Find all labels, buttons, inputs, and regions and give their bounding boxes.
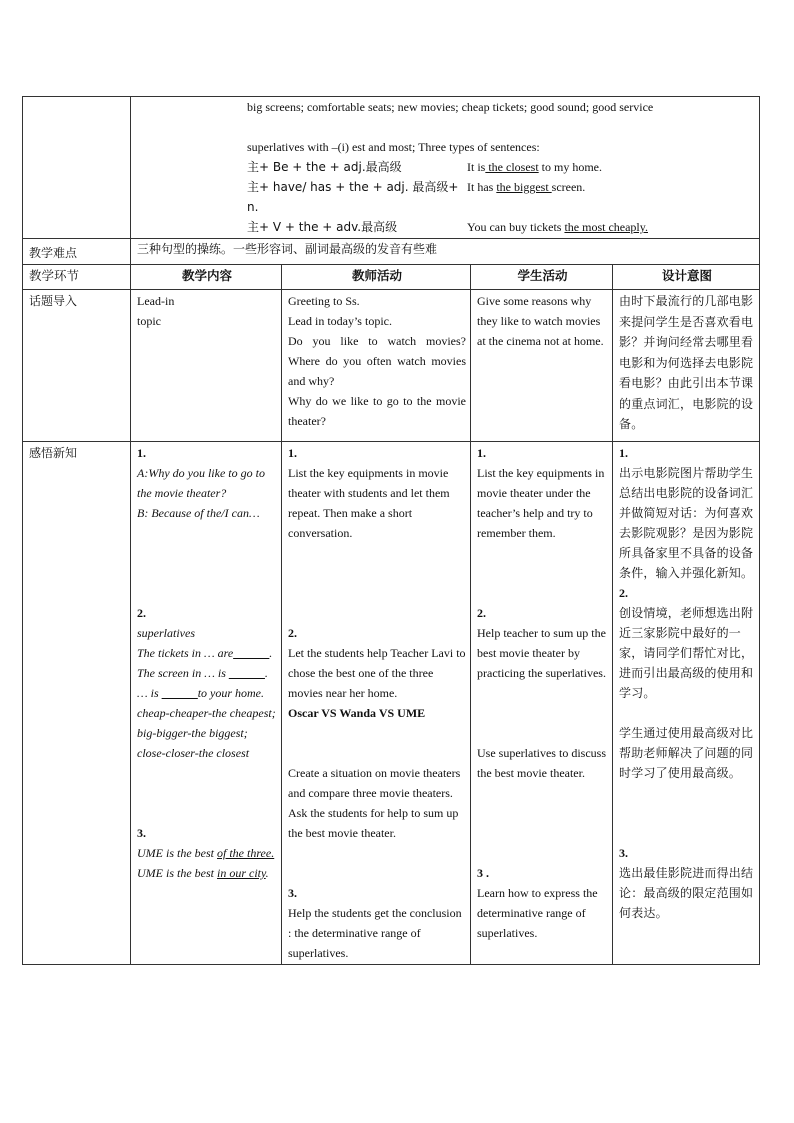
header-purpose: 设计意图 [613, 265, 760, 290]
range-example-2: UME is the best in our city. [137, 866, 269, 880]
stage-lead-in: 话题导入 [23, 290, 131, 442]
objectives-label-cell [23, 97, 131, 239]
lead-in-content: Lead-in topic [131, 290, 282, 442]
formula-3 [247, 217, 755, 237]
fill-line-3: … is ______to your home. [137, 686, 265, 700]
fill-line-2: The screen in … is ______. [137, 666, 268, 680]
formula-2 [247, 177, 755, 217]
lead-in-row [23, 290, 760, 442]
formula-example: It is the closest to my home. [467, 160, 602, 174]
new-knowledge-teacher: 1. List the key equipments in movie theater with students and let them repeat. Then make a short conversation. 2. Let the students help Teacher Lavi to chose the best one of the three movies near her home. Oscar VS Wanda VS UME Create a situation on movie theaters and compare three movie theaters. Ask the students for help to sum up the best movie theater. 3. Help the students get the conclusion : the determinative range of superlatives. [282, 442, 471, 965]
objectives-cell [131, 97, 760, 239]
objectives-row [23, 97, 760, 239]
header-content: 教学内容 [131, 265, 282, 290]
new-knowledge-purpose: 1. 出示电影院图片帮助学生总结出电影院的设备词汇并做简短对话：为何喜欢去影院观影？是因为影院所具备家里不具备的设备条件，输入并强化新知。 2. 创设情境，老师想选出附近三家影院中最好的一家，请同学们帮忙对比，进而引出最高级的使用和学习。 学生通过使用最高级对比帮助老师解决了问题的同时学习了使用最高级。 3. 选出最佳影院进而得出结论：最高级的限定范围如何表达。 [613, 442, 760, 965]
difficulty-text: 三种句型的操练。一些形容词、副词最高级的发音有些难 [131, 239, 760, 265]
difficulty-label: 教学难点 [23, 239, 131, 265]
formula-pattern: 主+ Be + the + adj.最高级 [247, 160, 402, 174]
new-knowledge-content: 1. A:Why do you like to go to the movie theater? B: Because of the/I can… 2. superlatives The tickets in … are______. The screen in … is ______. … is ______to your home. cheap-cheaper-the cheapest; big-bigger-the biggest; close-closer-the closest 3. UME is the best of the three. UME is the best in our city. [131, 442, 282, 965]
header-student: 学生活动 [471, 265, 613, 290]
lesson-plan-table [22, 96, 760, 965]
fill-line-1: The tickets in … are______. [137, 646, 273, 660]
new-knowledge-row [23, 442, 760, 965]
range-example-1: UME is the best of the three. [137, 846, 275, 860]
equipment-words: big screens; comfortable seats; new movies; cheap tickets; good sound; good service [247, 100, 654, 114]
theater-comparison: Oscar VS Wanda VS UME [288, 706, 426, 720]
formula-pattern: 主+ have/ has + the + adj. 最高级+ n. [247, 180, 459, 214]
new-knowledge-student: 1. List the key equipments in movie theater under the teacher’s help and try to remember them. 2. Help teacher to sum up the best movie theater by practicing the superlatives. Use superlatives to discuss the best movie theater. 3 . Learn how to express the determinative range of superlatives. [471, 442, 613, 965]
superlatives-intro: superlatives with –(i) est and most; Three types of sentences: [247, 140, 540, 154]
lead-in-student: Give some reasons why they like to watch movies at the cinema not at home. [471, 290, 613, 442]
lead-in-purpose: 由时下最流行的几部电影来提问学生是否喜欢看电影？并询问经常去哪里看电影和为何选择去电影院看电影？由此引出本节课的重点词汇，电影院的设备。 [613, 290, 760, 442]
stage-new-knowledge: 感悟新知 [23, 442, 131, 965]
difficulty-row [23, 239, 760, 265]
formula-example: You can buy tickets the most cheaply. [467, 220, 648, 234]
formula-1 [247, 157, 755, 177]
header-row [23, 265, 760, 290]
lead-in-teacher: Greeting to Ss. Lead in today’s topic. Do you like to watch movies? Where do you often watch movies and why? Why do we like to go to the movie theater? [282, 290, 471, 442]
formula-pattern: 主+ V + the + adv.最高级 [247, 220, 398, 234]
formula-example: It has the biggest screen. [467, 180, 586, 194]
header-teacher: 教师活动 [282, 265, 471, 290]
header-stage: 教学环节 [23, 265, 131, 290]
